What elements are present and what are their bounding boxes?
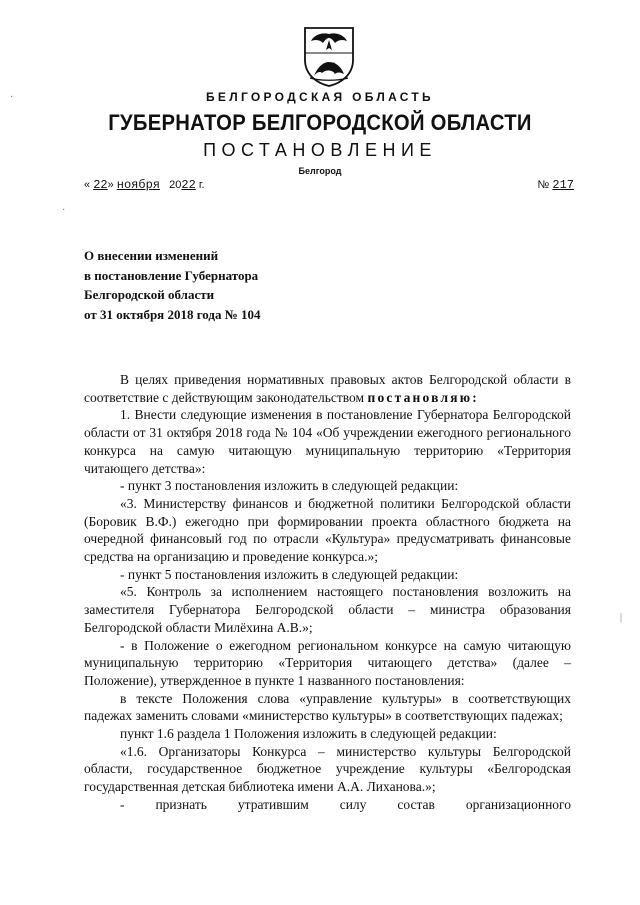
paragraph: - признать утратившим силу состав организационного — [120, 796, 571, 812]
scan-mark: · — [10, 92, 14, 103]
resolution-word: постановляю: — [367, 389, 479, 405]
date-close-quote: » — [107, 179, 114, 191]
document-body — [84, 371, 571, 814]
subject-line: в постановление Губернатора — [84, 267, 259, 283]
date-year-prefix: 20 — [169, 179, 182, 191]
number-value: 217 — [552, 178, 574, 192]
paragraph: 1. Внести следующие изменения в постановление Губернатора Белгородской области от 31 октября 2018 года № 104 «Об учреждении ежегодного регионального конкурса на самую читающую муниципальную территорию «Территория читающего детства»: — [84, 407, 571, 476]
paragraph: «1.6. Организаторы Конкурса – министерство культуры Белгородской области, государственное бюджетное учреждение культуры «Белгородская государственная детская библиотека имени А.А. Лиханова.»; — [84, 743, 571, 795]
date-open-quote: « — [84, 179, 91, 191]
date-year-mark: г. — [198, 179, 205, 191]
paragraph: В целях приведения нормативных правовых актов Белгородской области в соответствие с действующим законодательством постановляю: — [84, 372, 571, 405]
document-number — [538, 178, 574, 192]
dateline — [84, 176, 574, 196]
region-name: БЕЛГОРОДСКАЯ ОБЛАСТЬ — [206, 90, 434, 104]
paragraph: - пункт 5 постановления изложить в следующей редакции: — [120, 566, 459, 582]
date-day: 22 — [93, 178, 108, 192]
page-title: ГУБЕРНАТОР БЕЛГОРОДСКОЙ ОБЛАСТИ — [108, 110, 532, 135]
document-subject — [84, 246, 344, 324]
scan-mark: · — [62, 205, 66, 216]
paragraph: - в Положение о ежегодном региональном конкурсе на самую читающую муниципальную территорию «Территория читающего детства» (далее – Положение), утвержденное в пункте 1 названного постановления: — [84, 637, 571, 688]
date — [84, 178, 205, 192]
city-name: Белгород — [298, 166, 342, 176]
paragraph: в тексте Положения слова «управление культуры» в соответствующих падежах заменить словами «министерство культуры» в соответствующих падежах; — [84, 690, 571, 724]
paragraph: «5. Контроль за исполнением настоящего постановления возложить на заместителя Губернатора Белгородской области – министра образования Белгородской области Милёхина А.В.»; — [84, 584, 571, 635]
subject-line: Белгородской области — [84, 287, 215, 302]
paragraph: - пункт 3 постановления изложить в следующей редакции: — [120, 478, 459, 494]
paragraph: «3. Министерству финансов и бюджетной политики Белгородской области (Боровик В.Ф.) ежегодно при формировании проекта областного бюджета на очередной финансовый год по отрасли «Культура» предусматривать финансовые средства на организацию и проведение конкурса.»; — [84, 495, 571, 565]
date-year-suffix: 22 — [181, 178, 196, 192]
document-type: ПОСТАНОВЛЕНИЕ — [203, 140, 437, 160]
date-month: ноября — [116, 178, 160, 192]
belgorod-coat-of-arms-icon — [302, 26, 356, 88]
scan-mark: | — [620, 612, 623, 623]
paragraph: пункт 1.6 раздела 1 Положения изложить в следующей редакции: — [120, 726, 497, 742]
subject-line: О внесении изменений — [84, 248, 219, 263]
number-label: № — [537, 179, 550, 191]
subject-line: от 31 октября 2018 года № 104 — [84, 306, 261, 322]
